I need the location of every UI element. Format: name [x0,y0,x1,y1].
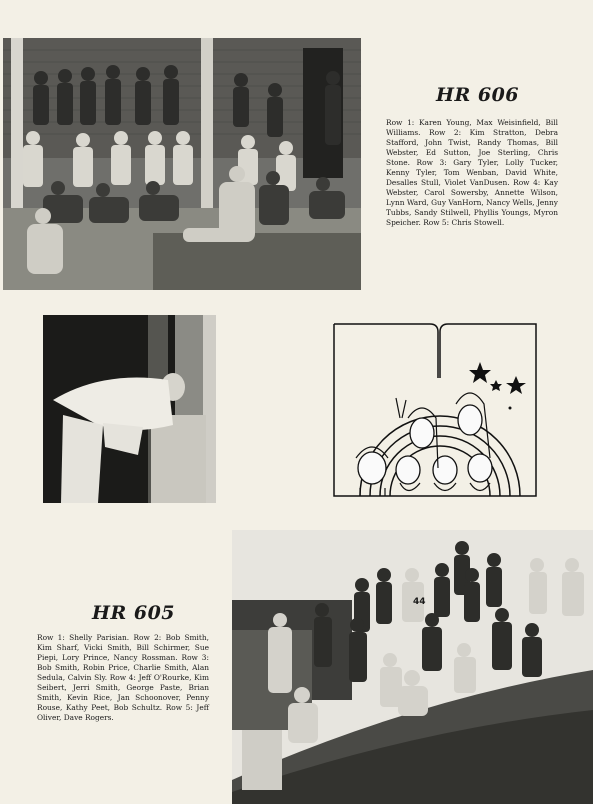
candid-student-photo [43,315,216,503]
hr-605-title: HR 605 [92,602,176,624]
hr-606-title: HR 606 [436,84,520,106]
jersey-number: 44 [413,597,426,607]
hr-606-group-photo [3,38,361,290]
line-art-drawing [330,318,540,503]
hr-605-caption: Row 1: Shelly Parisian. Row 2: Bob Smith, Kim Sharf, Vicki Smith, Bill Schirmer, Sue Piepi, Lory Prince, Nancy Rossman. Row 3: Bob Smith, Robin Price, Charlie Smith, Alan Sedula, Calvin Sly. Row 4: Jeff O'Rourke, Kim Seibert, Jerri Smith, George Paste, Brian Smith, Kevin Rice, Jan Schoonover, Penny Rouse, Kathy Peet, Bob Schultz. Row 5: Jeff Oliver, Dave Rogers. [37,633,209,722]
hr-605-group-photo [232,530,593,804]
hr-606-caption: Row 1: Karen Young, Max Weisinfield, Bill Williams. Row 2: Kim Stratton, Debra Stafford, John Twist, Randy Thomas, Bill Webster, Ed Sutton, Joe Sterling, Chris Stone. Row 3: Gary Tyler, Lolly Tucker, Kenny Tyler, Tom Wenban, David White, Desalles Stull, Violet VanDusen. Row 4: Kay Webster, Carol Sowersby, Annette Wilson, Lynn Ward, Guy VanHorn, Nancy Wells, Jenny Tubbs, Sandy Stilwell, Phyllis Youngs, Myron Speicher. Row 5: Chris Stowell. [386,118,558,227]
